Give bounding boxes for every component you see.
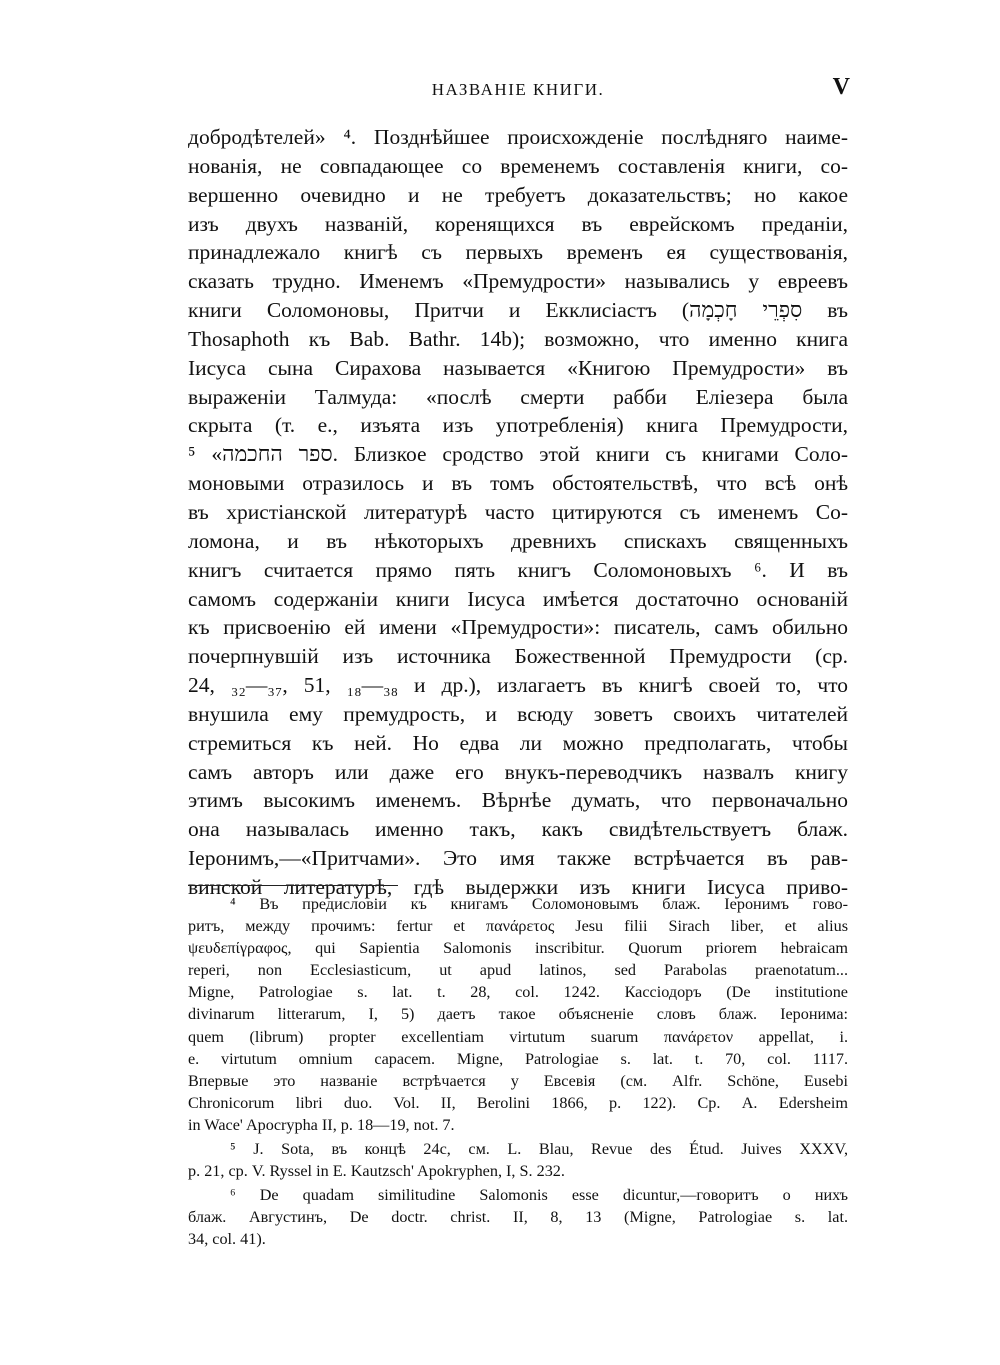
text-line: вершенно очевидно и не требуетъ доказательствъ; но какое [188,182,848,207]
text-line: въ христіанской литературѣ часто цитируются съ именемъ Со- [188,499,848,524]
footnote-line: quem (librum) propter excellentiam virtutum suarum πανάρετον appellat, i. [188,1027,848,1046]
footnote-line: divinarum litterarum, I, 5) даетъ такое объясненіе словъ блаж. Іеронима: [188,1005,848,1024]
text-line: моновыми отразилось и въ томъ обстоятельствѣ, что всѣ онѣ [188,471,848,496]
footnote-line: ⁶ De quadam similitudine Salomonis esse dicuntur,—говоритъ о нихъ [230,1186,848,1205]
text-line: добродѣтелей» ⁴. Позднѣйшее происхожденіе послѣдняго наиме- [188,125,848,149]
footnote-divider [188,885,398,886]
text-line: сказать трудно. Именемъ «Премудрости» назывались у евреевъ [188,269,848,294]
footnote-line: ⁵ J. Sota, въ концѣ 24c, см. L. Blau, Revue des Étud. Juives XXXV, [230,1140,848,1159]
text-line: книги Соломоновы, Притчи и Екклисіастъ (סִפְרֵי חָכְמָה въ [188,298,848,323]
footnote-line: Впервые это названіе встрѣчается у Евсевія (см. Alfr. Schöne, Eusebi [188,1071,848,1090]
page-number: V [832,74,850,100]
text-line: она называлась именно такъ, какъ свидѣтельствуетъ блаж. [188,817,848,842]
footnote-line: ⁴ Въ предисловіи къ книгамъ Соломоновымъ блаж. Іеронимъ гово- [230,895,848,913]
main-text [188,123,848,902]
text-line: принадлежало книгѣ съ первыхъ временъ ея существованія, [188,240,848,265]
footnote-line: 34, col. 41). [188,1230,266,1249]
running-title: НАЗВАНІЕ КНИГИ. [431,80,605,99]
footnote-line: in Wace' Apocrypha II, p. 18—19, not. 7. [188,1115,455,1134]
footnote-line: ритъ, между прочимъ: fertur et πανάρετος Jesu filii Sirach liber, et alius [188,917,848,936]
footnote-line: Chronicorum libri duo. Vol. II, Berolini 1866, p. 122). Ср. A. Edersheim [188,1093,848,1112]
text-line: стремиться къ ней. Но едва ли можно предполагать, чтобы [188,730,848,755]
footnote-line: p. 21, ср. V. Ryssel in E. Kautzsch' Apokryphen, I, S. 232. [188,1162,565,1181]
footnote-line: ψευδεπίγραφος, qui Sapientia Salomonis inscribitur. Quorum priorem hebraicam [188,939,848,958]
text-line: ломона, и въ нѣкоторыхъ древнихъ спискахъ священныхъ [188,528,848,553]
text-line: винской литературѣ, гдѣ выдержки изъ книги Іисуса приво- [188,874,848,899]
text-line: самъ авторъ или даже его внукъ-переводчикъ назвалъ книгу [188,759,848,784]
text-line: Іеронимъ,—«Притчами». Это имя также встрѣчается въ рав- [188,846,848,871]
text-line: почерпнувшій изъ источника Божественной Премудрости (ср. [188,644,848,669]
text-line: книгъ считается прямо пять книгъ Соломоновыхъ ⁶. И въ [188,557,848,582]
text-line: 24, ₃₂—₃₇, 51, ₁₈—₃₈ и др.), излагаетъ въ книгѣ своей то, что [188,673,848,698]
footnote-line: e. virtutum omnium capacem. Migne, Patrologiae s. lat. t. 70, col. 1117. [188,1049,848,1068]
footnote-line: Migne, Patrologiae s. lat. t. 28, col. 1242. Кассіодоръ (De institutione [188,983,848,1002]
text-line: этимъ высокимъ именемъ. Вѣрнѣе думать, что первоначально [188,788,848,813]
text-line: Іисуса сына Сирахова называется «Книгою Премудрости» въ [188,355,848,380]
footnote-line: reperi, non Ecclesiasticum, ut apud latinos, sed Parabolas praenotatum... [188,961,848,980]
text-line: выраженіи Талмуда: «послѣ смерти рабби Еліезера была [188,384,848,409]
text-line: самомъ содержаніи книги Іисуса имѣется достаточно основаній [188,586,848,611]
text-line: Thosaphoth къ Bab. Bathr. 14b); возможно, что именно книга [188,326,848,351]
text-line: внушила ему премудрость, и всюду зоветъ своихъ читателей [188,701,848,726]
text-line: нованія, не совпадающее со временемъ составленія книги, со- [188,153,848,178]
footnote-line: блаж. Августинъ, De doctr. christ. II, 8, 13 (Migne, Patrologiae s. lat. [188,1208,848,1227]
footnotes [188,893,848,1251]
text-line: изъ двухъ названій, коренящихся въ еврейскомъ преданіи, [188,211,848,236]
text-line: скрыта (т. е., изъята изъ употребленія) книга Премудрости, [188,413,848,438]
text-line: къ присвоенію ей имени «Премудрости»: писатель, самъ обильно [188,615,848,640]
text-line: ספר החכמה» ⁵. Близкое сродство этой книги съ книгами Соло- [188,442,848,467]
page-header [188,74,848,104]
